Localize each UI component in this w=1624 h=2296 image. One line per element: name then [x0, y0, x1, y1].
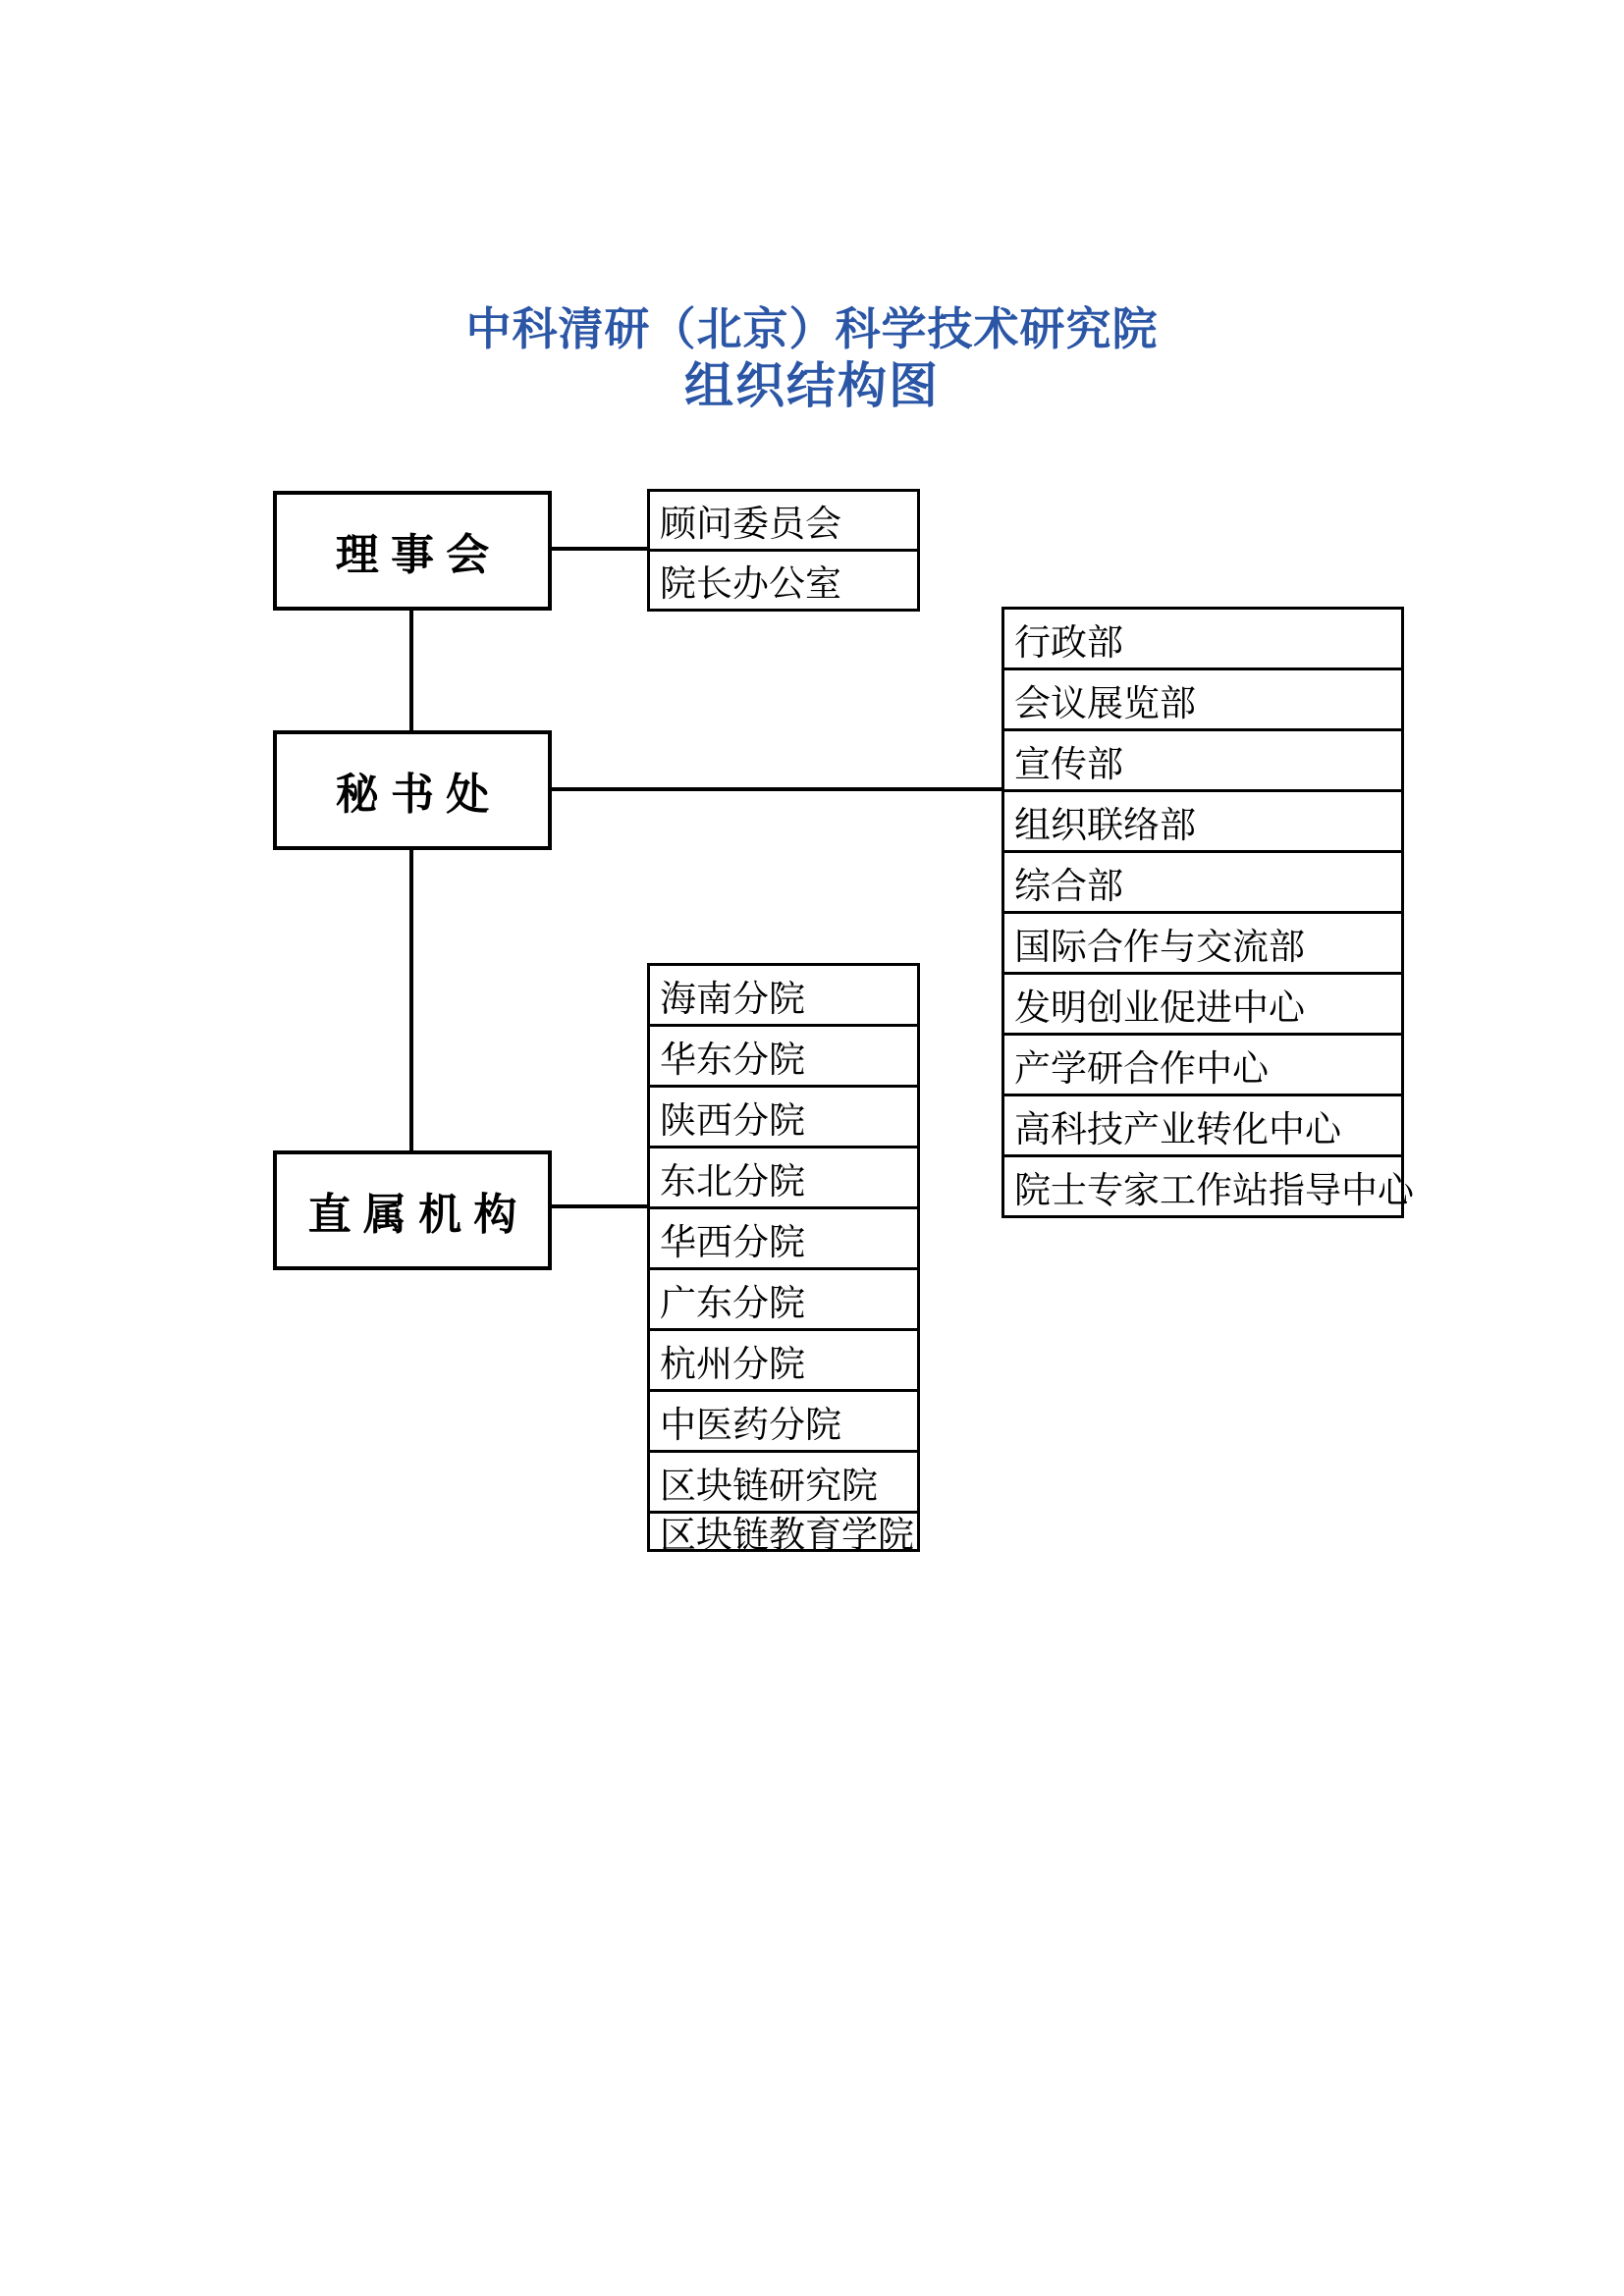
- list-item: 发明创业促进中心: [1001, 972, 1404, 1036]
- list-item: 区块链研究院: [647, 1450, 920, 1514]
- list-item: 华西分院: [647, 1206, 920, 1270]
- list-item: 宣传部: [1001, 728, 1404, 792]
- connector-board-to-children: [550, 547, 649, 551]
- title-line-1: 中科清研（北京）科学技术研究院: [465, 303, 1159, 354]
- list-item: 组织联络部: [1001, 789, 1404, 853]
- list-item: 陕西分院: [647, 1085, 920, 1148]
- connector-board-to-secretariat: [409, 611, 413, 730]
- node-board: 理 事 会: [273, 491, 552, 611]
- list-item: 杭州分院: [647, 1328, 920, 1392]
- title-line-2: 组织结构图: [684, 358, 940, 413]
- connector-secretariat-to-direct: [409, 850, 413, 1150]
- org-chart-title: [0, 300, 1624, 414]
- node-secretariat: 秘 书 处: [273, 730, 552, 850]
- list-item: 综合部: [1001, 850, 1404, 914]
- list-item: 会议展览部: [1001, 667, 1404, 731]
- list-item: 顾问委员会: [647, 489, 920, 552]
- list-item: 国际合作与交流部: [1001, 911, 1404, 975]
- list-item: 东北分院: [647, 1146, 920, 1209]
- list-item: 区块链教育学院: [647, 1511, 920, 1552]
- list-item: 院长办公室: [647, 549, 920, 612]
- board-children-list: [647, 489, 920, 612]
- list-item: 院士专家工作站指导中心: [1001, 1154, 1404, 1218]
- node-direct-institutions: 直 属 机 构: [273, 1150, 552, 1270]
- list-item: 海南分院: [647, 963, 920, 1027]
- connector-secretariat-to-children: [550, 787, 1003, 791]
- secretariat-children-list: [1001, 607, 1414, 1218]
- connector-direct-to-children: [550, 1204, 649, 1208]
- list-item: 华东分院: [647, 1024, 920, 1088]
- list-item: 广东分院: [647, 1267, 920, 1331]
- list-item: 行政部: [1001, 607, 1404, 670]
- list-item: 高科技产业转化中心: [1001, 1094, 1404, 1157]
- direct-children-list: [647, 963, 920, 1555]
- list-item: 产学研合作中心: [1001, 1033, 1404, 1096]
- list-item: 中医药分院: [647, 1389, 920, 1453]
